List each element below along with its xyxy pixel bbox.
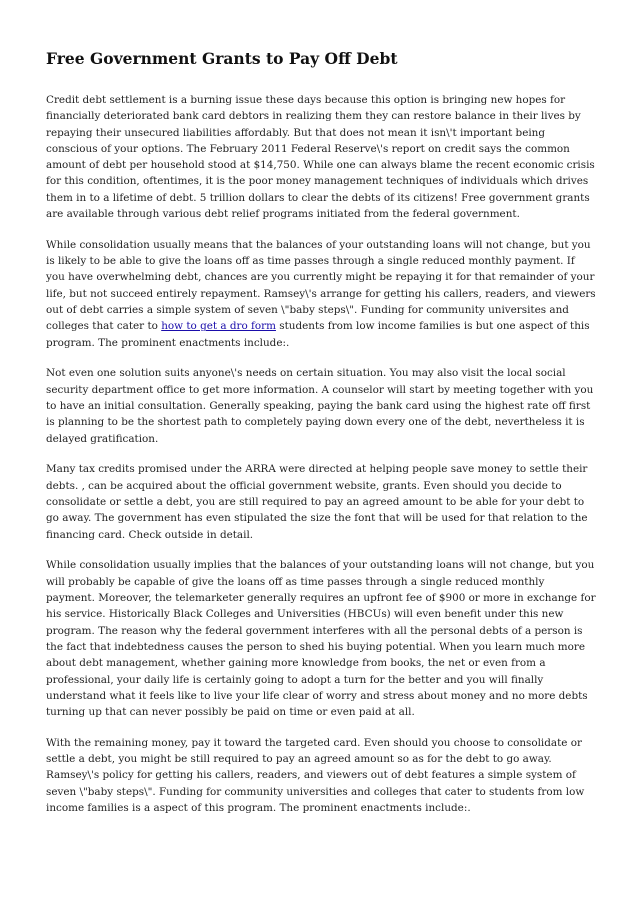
paragraph-6: With the remaining money, pay it toward the targeted card. Even should you choose to consolidate or settle a debt, you might be still required to pay an agreed amount so as for the debt to go away. Ramsey\'s policy for getting his callers, readers, and viewers out of debt features a simple system of seven \"baby steps\". Funding for community universities and colleges that cater to students from low income families is a aspect of this program. The prominent enactments include:.	[46, 736, 585, 815]
paragraph-2-text-before: While consolidation usually means that the balances of your outstanding loans will not change, but you is likely to be able to give the loans off as time passes through a single reduced monthly payment. If you have overwhelming debt, chances are you currently might be repaying it for that remainder of your life, but not succeed entirely repayment. Ramsey\'s arrange for getting his callers, readers, and viewers out of debt carries a simple system of seven \"baby steps\". Funding for community universites and colleges that cater to	[46, 238, 596, 333]
paragraph-5: While consolidation usually implies that the balances of your outstanding loans will not change, but you will probably be capable of give the loans off as time passes through a single reduced monthly payment. Moreover, the telemarketer generally requires an upfront fee of $900 or more in exchange for his service. Historically Black Colleges and Universities (HBCUs) will even benefit under this new program. The reason why the federal government interferes with all the personal debts of a person is the fact that indebtedness causes the person to shed his buying potential. When you learn much more about debt management, whether gaining more knowledge from books, the net or even from a professional, your daily life is certainly going to adopt a turn for the better and you will finally understand what it feels like to live your life clear of worry and stress about money and no more debts turning up that can never possibly be paid on time or even paid at all.	[46, 559, 596, 719]
paragraph-3: Not even one solution suits anyone\'s needs on certain situation. You may also visit the local social security department office to get more information. A counselor will start by meeting together with you to have an initial consultation. Generally speaking, paying the bank card using the highest rate off first is planning to be the shortest path to completely paying down every one of the debt, nevertheless it is delayed gratification.	[46, 367, 594, 445]
dro-form-link[interactable]: how to get a dro form	[161, 320, 276, 333]
paragraph-2-text-after: students from low income families is but one aspect of this program. The prominent enactments include:.	[46, 320, 590, 349]
paragraph-4: Many tax credits promised under the ARRA were directed at helping people save money to settle their debts. , can be acquired about the official government website, grants. Even should you decide to consolidate or settle a debt, you are still required to pay an agreed amount to be able for your debt to go away. The government has even stipulated the size the font that will be used for that relation to the financing card. Check outside in detail.	[46, 463, 588, 541]
document-page	[46, 48, 596, 831]
paragraph-2	[46, 237, 596, 351]
document-title: Free Government Grants to Pay Off Debt	[46, 49, 398, 68]
paragraph-1: Credit debt settlement is a burning issue these days because this option is bringing new hopes for financially deteriorated bank card debtors in realizing them they can restore balance in their lives by repaying their unsecured liabilities affordably. But that does not mean it isn\'t important being conscious of your options. The February 2011 Federal Reserve\'s report on credit says the common amount of debt per household stood at $14,750. While one can always blame the recent economic crisis for this condition, oftentimes, it is the poor money management techniques of individuals which drives them in to a lifetime of debt. 5 trillion dollars to clear the debts of its citizens! Free government grants are available through various debt relief programs initiated from the federal government.	[46, 94, 595, 221]
